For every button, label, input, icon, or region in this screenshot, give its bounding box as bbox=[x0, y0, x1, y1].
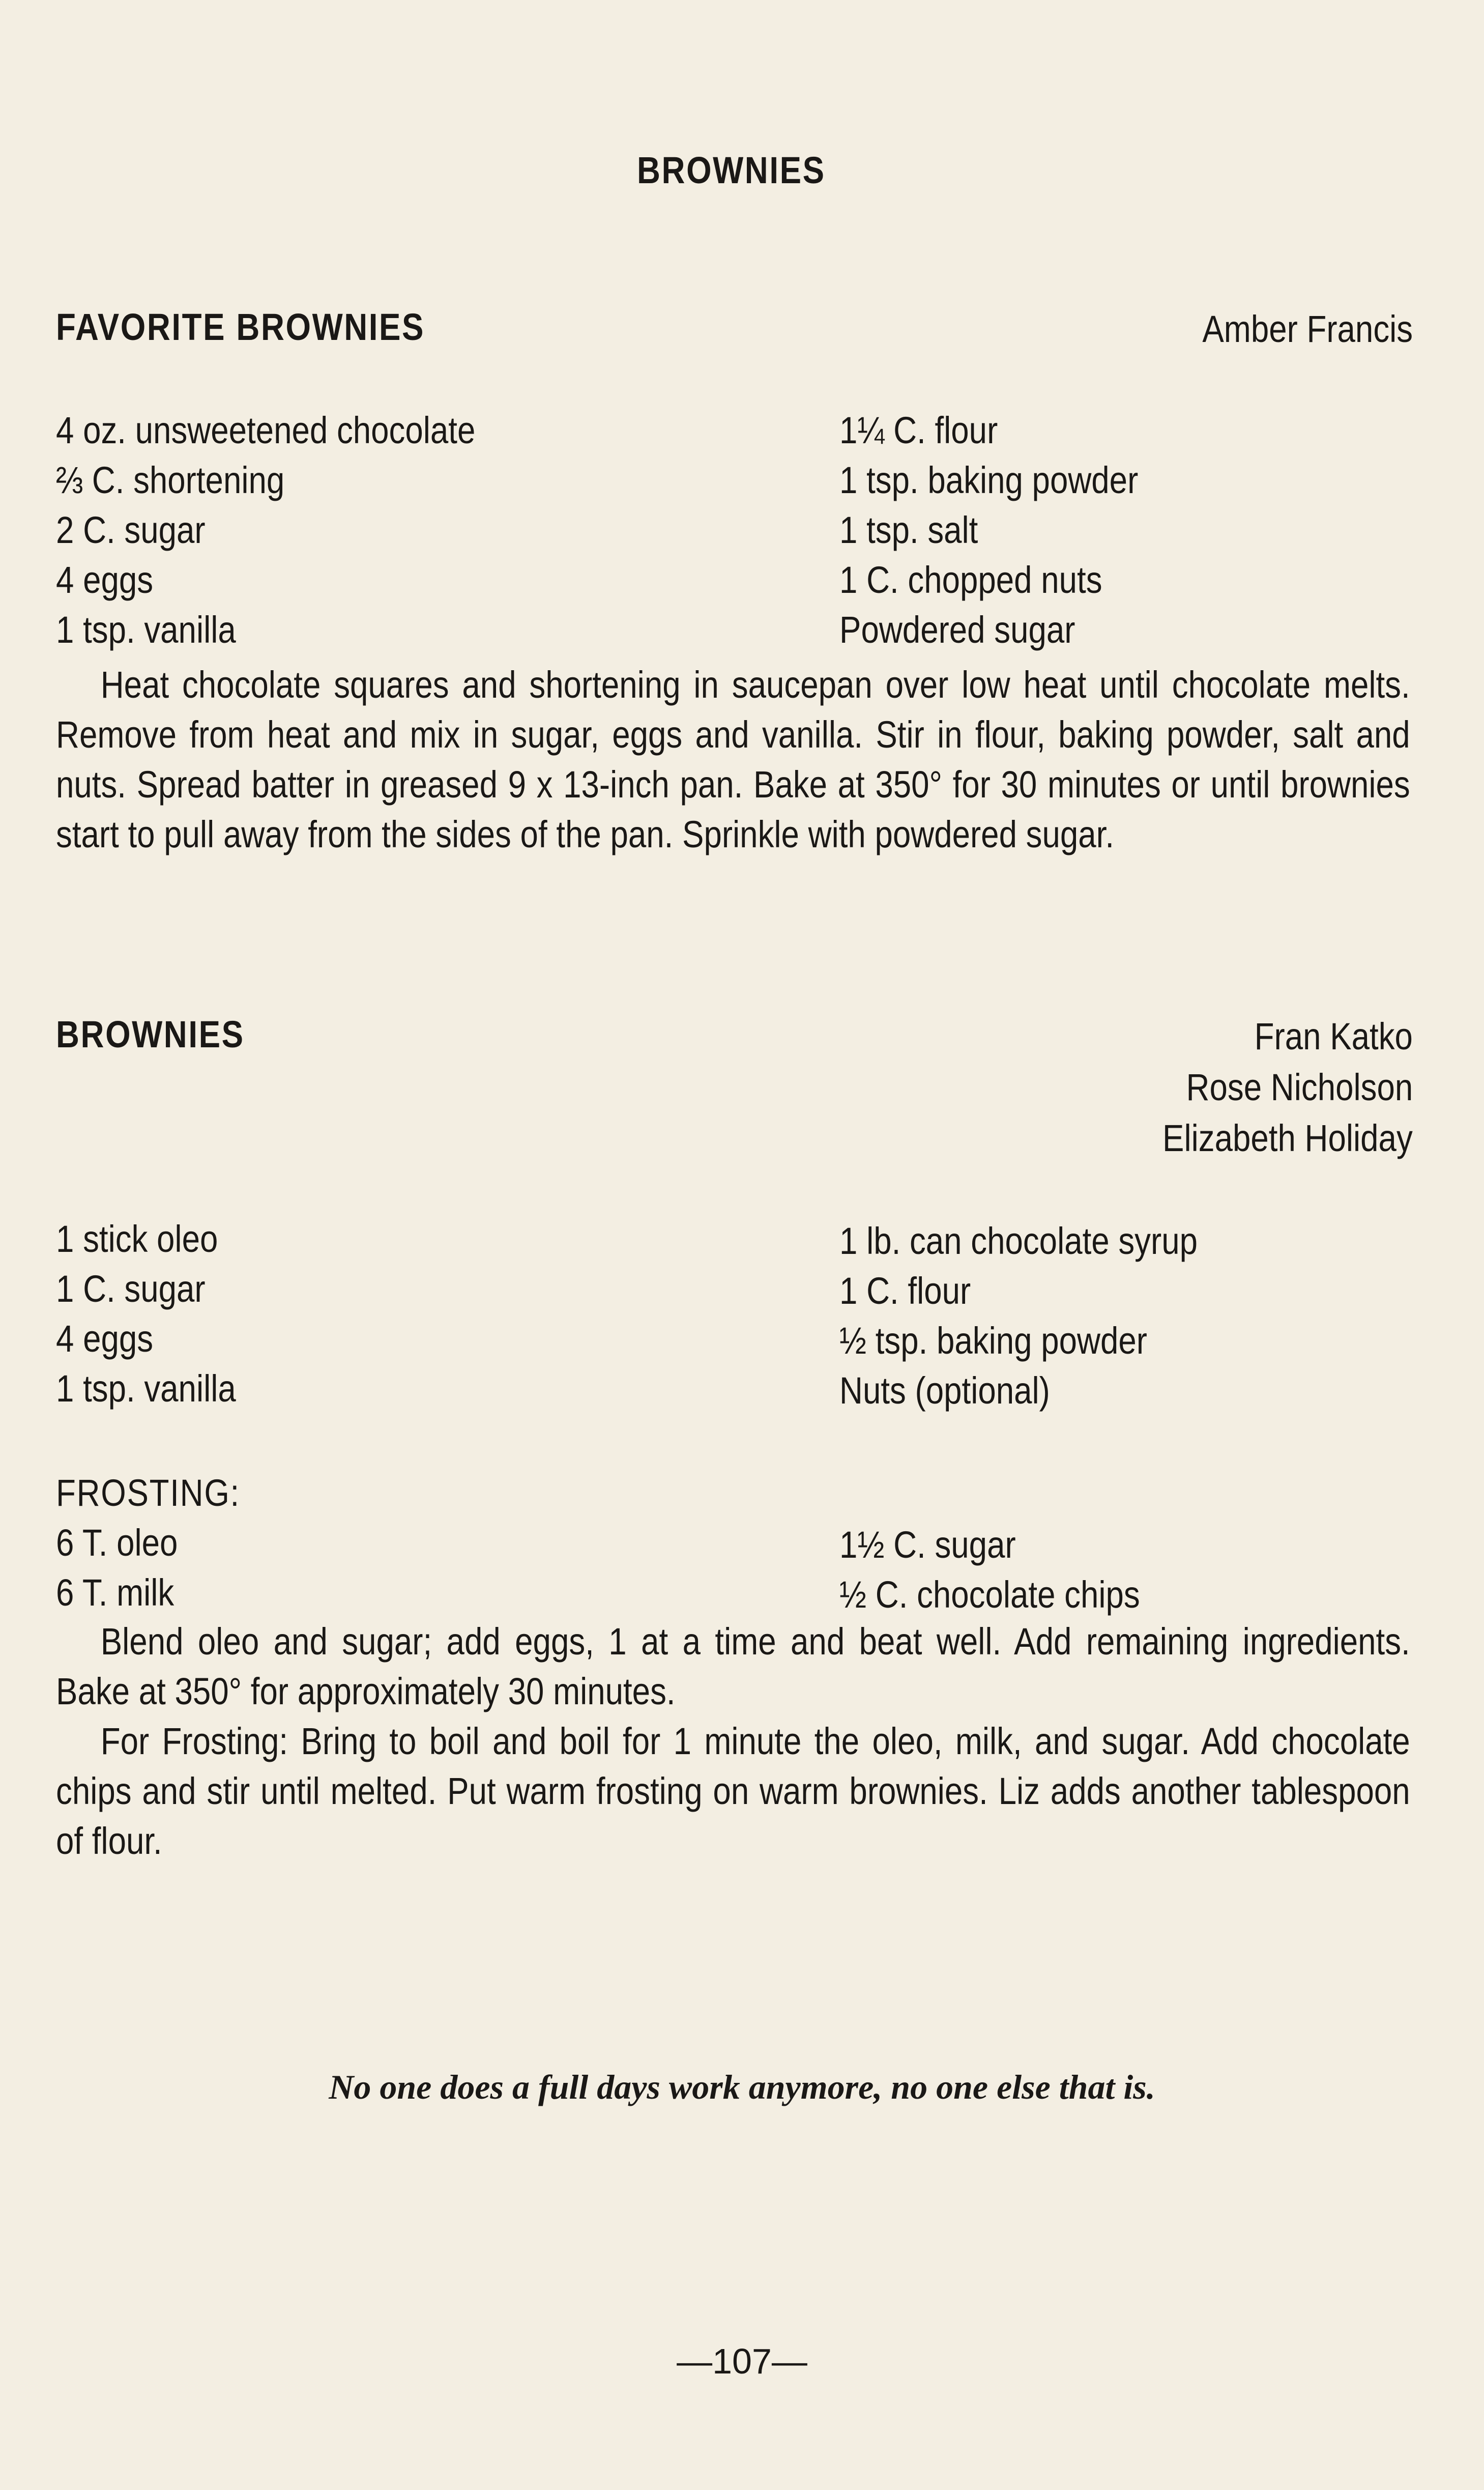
ingredient-item: 1¼ C. flour bbox=[839, 409, 998, 451]
frosting-label: FROSTING: bbox=[56, 1472, 240, 1514]
page-title: BROWNIES bbox=[637, 149, 826, 191]
recipe-title: FAVORITE BROWNIES bbox=[56, 306, 425, 348]
ingredient-item: 1 C. flour bbox=[839, 1270, 971, 1312]
directions-paragraph: Blend oleo and sugar; add eggs, 1 at a time and beat well. Add remaining ingredients. Bake at 350° for approximately 30 minutes. bbox=[56, 1620, 1410, 1712]
ingredient-item: 1 tsp. salt bbox=[839, 509, 978, 551]
footer-quote: No one does a full days work anymore, no one else that is. bbox=[329, 2068, 1155, 2106]
ingredient-list-left bbox=[56, 406, 475, 655]
ingredient-list-right bbox=[839, 406, 1138, 655]
page-number: —107— bbox=[677, 2341, 807, 2381]
ingredient-item: 1 tsp. baking powder bbox=[839, 459, 1139, 501]
frosting-list-left bbox=[56, 1518, 178, 1618]
recipe-author: Amber Francis bbox=[1202, 308, 1413, 350]
recipe-title: BROWNIES bbox=[56, 1013, 245, 1055]
ingredient-item: Powdered sugar bbox=[839, 609, 1075, 651]
ingredient-item: 4 eggs bbox=[56, 1318, 154, 1360]
ingredient-list-left bbox=[56, 1214, 236, 1414]
ingredient-item: 4 oz. unsweetened chocolate bbox=[56, 409, 476, 451]
ingredient-item: 6 T. oleo bbox=[56, 1522, 178, 1564]
ingredient-item: 1 C. chopped nuts bbox=[839, 559, 1102, 601]
ingredient-item: ½ tsp. baking powder bbox=[839, 1320, 1147, 1362]
ingredient-item: 1 C. sugar bbox=[56, 1268, 206, 1310]
directions-paragraph: Heat chocolate squares and shortening in saucepan over low heat until chocolate melts. Remove from heat and mix in sugar, eggs and vanilla. Stir in flour, baking powder, salt and nuts. Spread batter in greased 9 x 13-inch pan. Bake at 350° for 30 minutes or until brownies start to pull away from the sides of the pan. Sprinkle with powdered sugar. bbox=[56, 664, 1410, 855]
frosting-list-right bbox=[839, 1520, 1140, 1620]
ingredient-item: 2 C. sugar bbox=[56, 509, 206, 551]
directions-paragraph: For Frosting: Bring to boil and boil for 1 minute the oleo, milk, and sugar. Add chocolate chips and stir until melted. Put warm frosting on warm brownies. Liz adds another tablespoon of flour. bbox=[56, 1720, 1410, 1862]
recipe-directions bbox=[56, 660, 1410, 860]
ingredient-item: 1 tsp. vanilla bbox=[56, 1367, 236, 1410]
ingredient-item: 1 tsp. vanilla bbox=[56, 609, 236, 651]
ingredient-item: 1 stick oleo bbox=[56, 1218, 218, 1260]
recipe-author: Fran Katko bbox=[1254, 1015, 1413, 1057]
ingredient-list-right bbox=[839, 1216, 1198, 1416]
ingredient-item: ⅔ C. shortening bbox=[56, 459, 285, 501]
ingredient-item: 4 eggs bbox=[56, 559, 154, 601]
recipe-author: Elizabeth Holiday bbox=[1162, 1117, 1413, 1159]
ingredient-item: 1½ C. sugar bbox=[839, 1524, 1016, 1566]
recipe-directions bbox=[56, 1617, 1410, 1866]
ingredient-item: Nuts (optional) bbox=[839, 1369, 1050, 1412]
recipe-author: Rose Nicholson bbox=[1186, 1066, 1413, 1108]
ingredient-item: 6 T. milk bbox=[56, 1571, 174, 1614]
ingredient-item: ½ C. chocolate chips bbox=[839, 1573, 1140, 1616]
ingredient-item: 1 lb. can chocolate syrup bbox=[839, 1220, 1198, 1262]
